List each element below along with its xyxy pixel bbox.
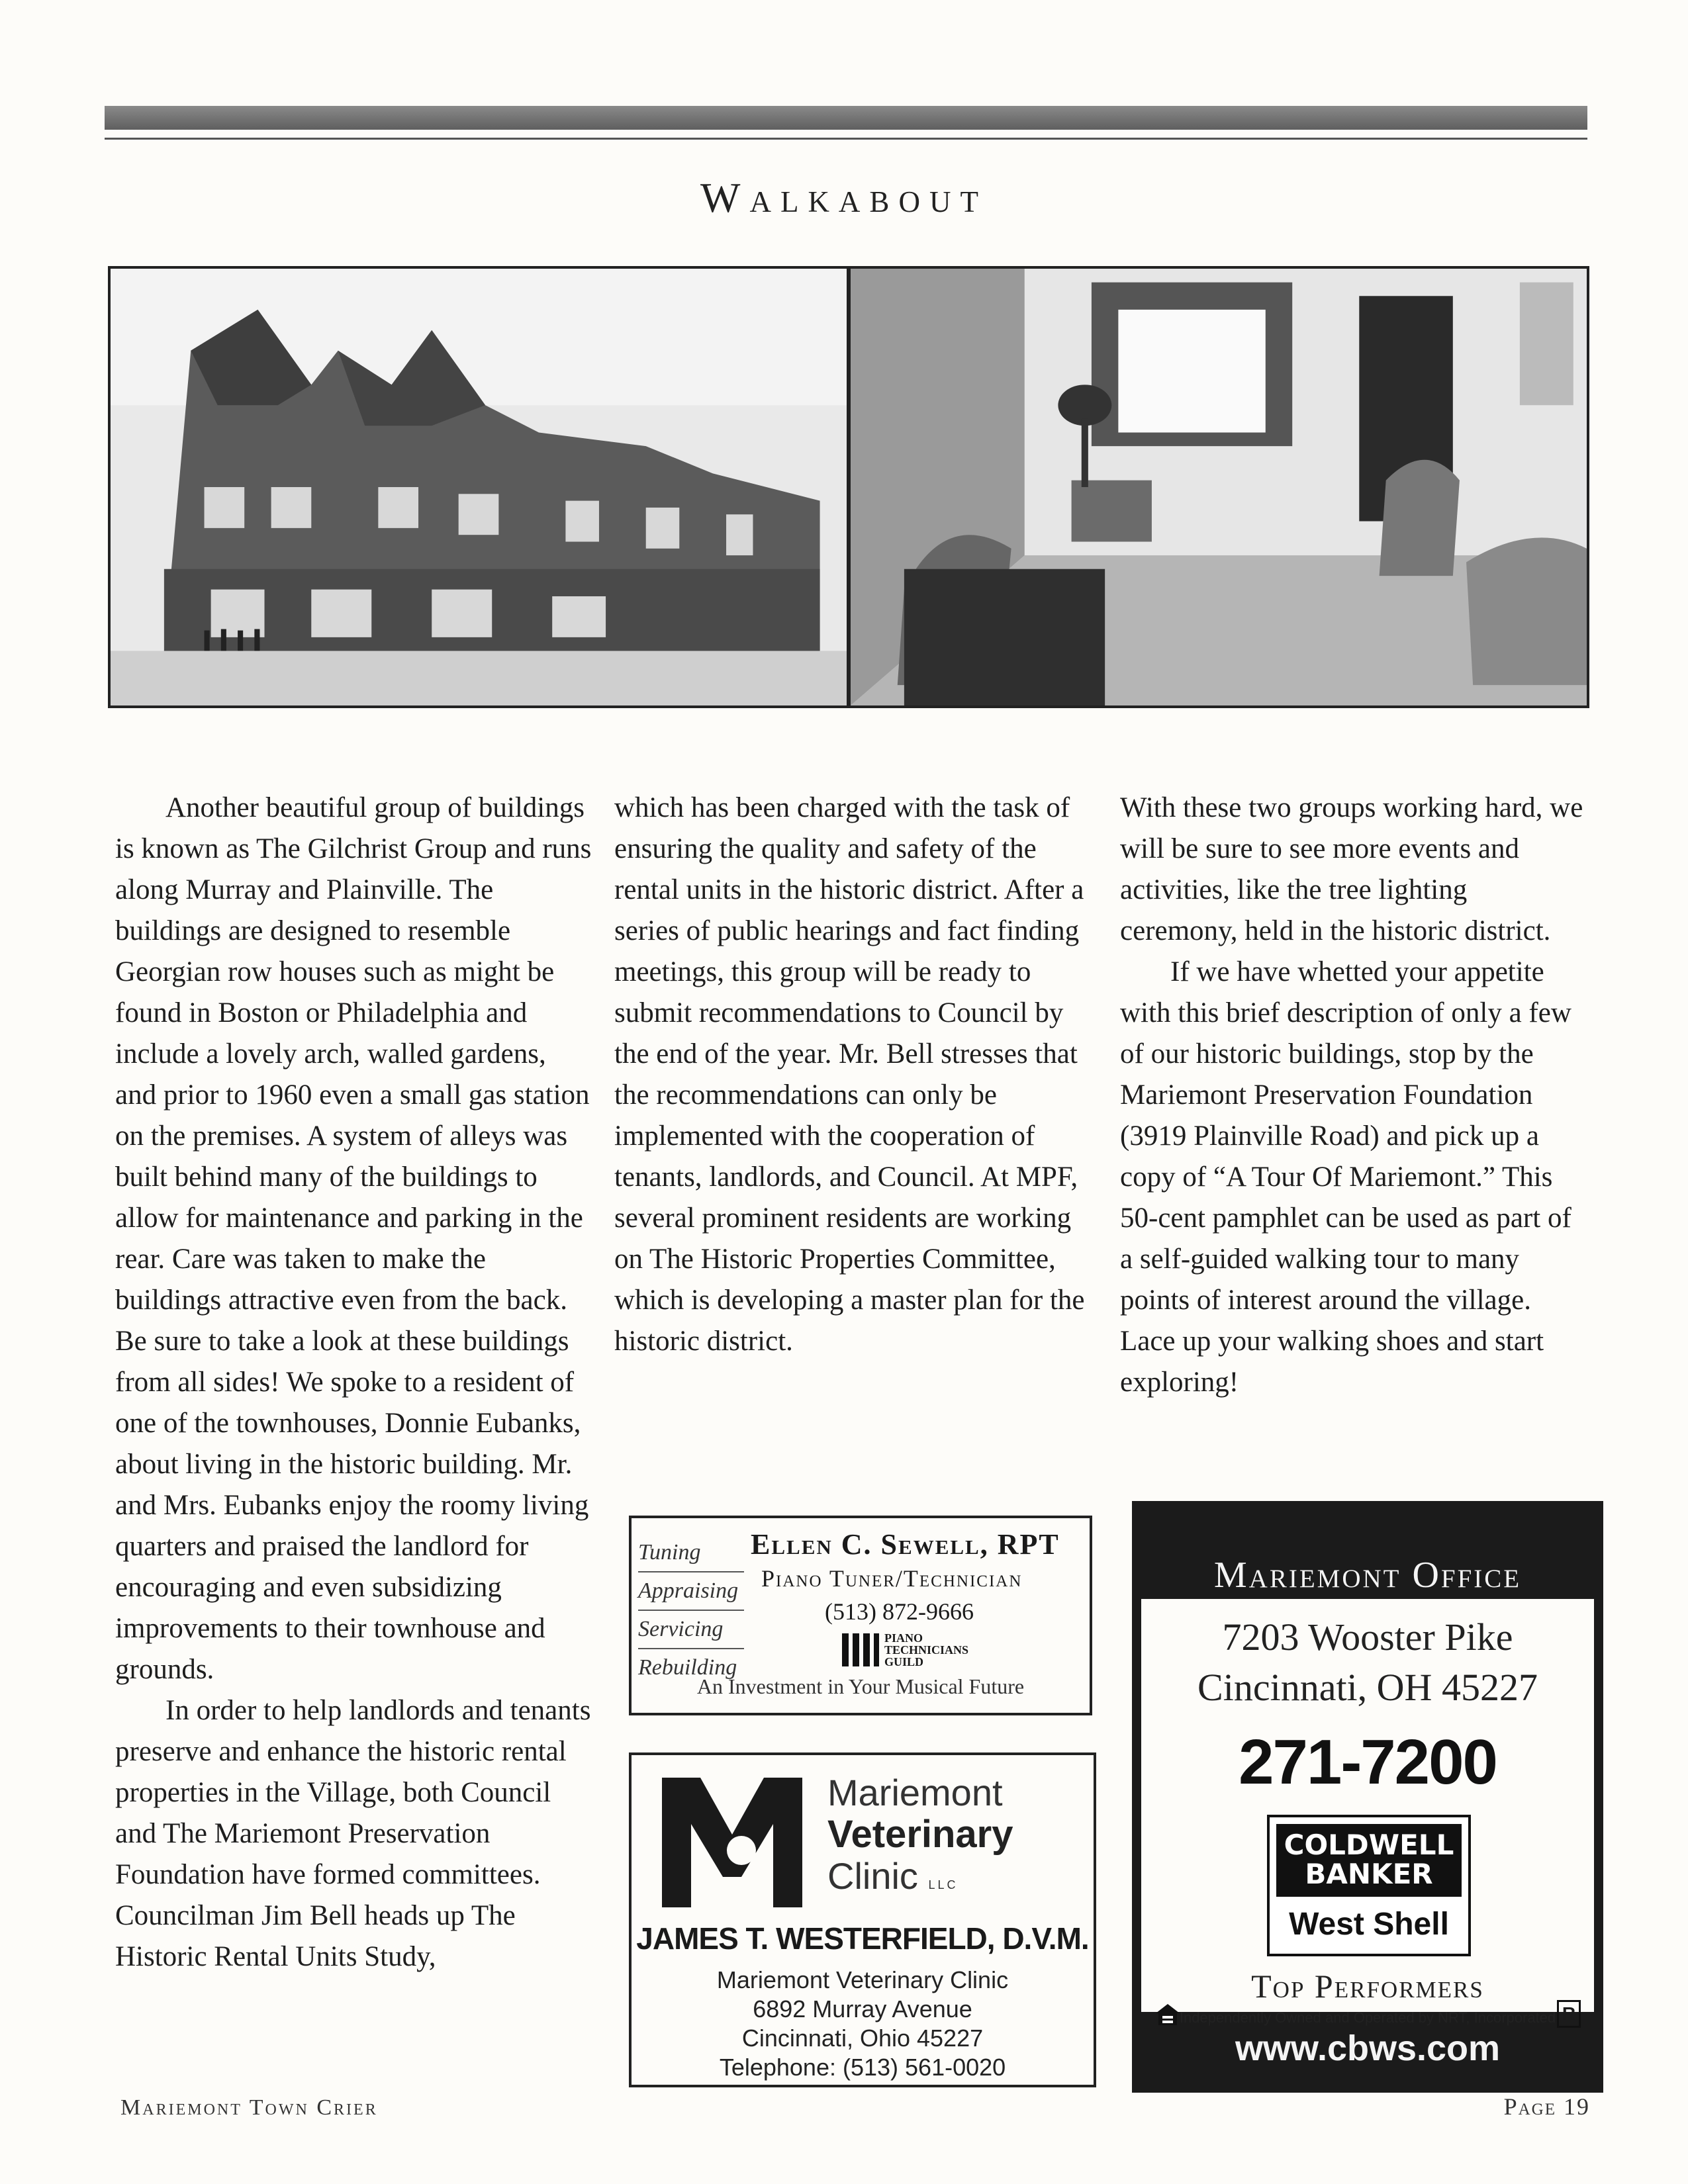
page-number: Page 19 <box>1503 2093 1590 2120</box>
service-item: Rebuilding <box>638 1655 737 1680</box>
office-phone: 271-7200 <box>1239 1727 1497 1797</box>
guild-logo <box>842 1632 968 1668</box>
article-paragraph: which has been charged with the task of ensuring the quality and safety of the rental units in the historic district. After a series of public hearings and fact finding meetings, this group will be ready to submit recommendations to Council by the end of the year. Mr. Bell stresses that the recommendations can only be implemented with the cooperation of tenants, landlords, and Council. At MPF, several prominent residents are working on The Historic Properties Committee, which is developing a master plan for the historic district. <box>614 792 1085 1357</box>
top-performers-label: Top Performers <box>1251 1968 1484 2005</box>
article-paragraph: If we have whetted your appetite with this brief description of only a few of our historic buildings, stop by the Mariemont Preservation Foundation (3919 Plainville Road) and pick up a copy of “A Tour Of Mariemont.” This 50-cent pamphlet can be used as part of a self-guided walking tour to many points of interest around the village. Lace up your walking shoes and start exploring! <box>1120 956 1571 1398</box>
guild-text-line: GUILD <box>884 1655 924 1668</box>
logo-subtitle: West Shell <box>1289 1907 1449 1942</box>
office-street: 7203 Wooster Pike <box>1222 1615 1513 1659</box>
article-column-3 <box>1120 788 1590 1403</box>
piano-tuner-ad <box>629 1516 1092 1715</box>
website-link[interactable]: www.cbws.com <box>1235 2028 1501 2068</box>
clinic-phone: Telephone: (513) 561-0020 <box>719 2054 1006 2081</box>
logo-line: COLDWELL <box>1284 1829 1454 1861</box>
office-city: Cincinnati, OH 45227 <box>1197 1666 1538 1709</box>
article-column-1 <box>115 788 592 1978</box>
clinic-city: Cincinnati, Ohio 45227 <box>741 2025 984 2052</box>
clinic-street: 6892 Murray Avenue <box>753 1995 972 2023</box>
tuner-phone: (513) 872-9666 <box>825 1598 974 1625</box>
clinic-name-line3 <box>827 1854 959 1897</box>
coldwell-banker-ad <box>1132 1501 1603 2093</box>
service-item: Tuning <box>638 1534 744 1572</box>
veterinary-ad <box>629 1752 1096 2087</box>
logo-line: BANKER <box>1305 1858 1433 1890</box>
building-photo <box>111 269 847 705</box>
clinic-name-line1: Mariemont <box>827 1772 1003 1813</box>
article-paragraph: Another beautiful group of buildings is known as The Gilchrist Group and runs along Murray and Plainville. The buildings are designed to resemble Georgian row houses such as might be found in Boston or Philadelphia and include a lovely arch, walled gardens, and prior to 1960 even a small gas station on the premises. A system of alleys was built behind many of the buildings to allow for maintenance and parking in the rear. Care was taken to make the buildings attractive even from the back. Be sure to take a look at these buildings from all sides! We spoke to a resident of one of the townhouses, Donnie Eubanks, about living in the historic building. Mr. and Mrs. Eubanks enjoy the roomy living quarters and praised the landlord for encouraging and even subsidizing improvements to their townhouse and grounds. <box>115 792 592 1685</box>
llc-label: LLC <box>928 1878 959 1891</box>
ownership-disclaimer: Independently Owned and Operated by NRT, Incorporated <box>1179 2009 1556 2026</box>
office-details <box>1141 1599 1594 2026</box>
clinic-subtitle: Mariemont Veterinary Clinic <box>716 1966 1009 1993</box>
guild-icon <box>842 1633 879 1666</box>
photo-strip <box>108 266 1589 708</box>
service-item: Servicing <box>638 1611 744 1649</box>
office-address <box>1141 1612 1594 1713</box>
clinic-contact <box>632 1966 1094 2082</box>
services-list <box>638 1534 744 1686</box>
header-rule <box>105 138 1587 140</box>
clinic-m-logo-icon <box>662 1778 802 1907</box>
header-bar <box>105 106 1587 130</box>
article-paragraph: In order to help landlords and tenants preserve and enhance the historic rental properties in the Village, both Council and The Mariemont Preservation Foundation have formed committees. Councilman Jim Bell heads up The Historic Rental Units Study, <box>115 1695 591 1972</box>
tuner-tagline: An Investment in Your Musical Future <box>696 1674 1025 1698</box>
coldwell-banker-logo <box>1267 1815 1471 1956</box>
logo-wordmark <box>1276 1824 1462 1897</box>
office-title: Mariemont Office <box>1213 1555 1522 1596</box>
interior-room-photo <box>851 269 1587 705</box>
realtor-icon: R <box>1557 2000 1581 2028</box>
tuner-name: Ellen C. Sewell, RPT <box>751 1528 1060 1561</box>
clinic-name-line2: Veterinary <box>827 1813 1013 1856</box>
doctor-name: JAMES T. WESTERFIELD, D.V.M. <box>636 1921 1089 1956</box>
guild-text-line: TECHNICIANS <box>884 1643 969 1657</box>
service-item: Appraising <box>638 1572 744 1611</box>
guild-text-line: PIANO <box>884 1631 923 1645</box>
publication-name: Mariemont Town Crier <box>120 2095 378 2120</box>
tuner-role: Piano Tuner/Technician <box>761 1565 1023 1592</box>
article-column-2 <box>614 788 1091 1362</box>
section-title: Walkabout <box>700 174 988 221</box>
article-paragraph: With these two groups working hard, we will be sure to see more events and activities, like the tree lighting ceremony, held in the historic district. <box>1120 792 1583 946</box>
clinic-word: Clinic <box>827 1855 918 1897</box>
